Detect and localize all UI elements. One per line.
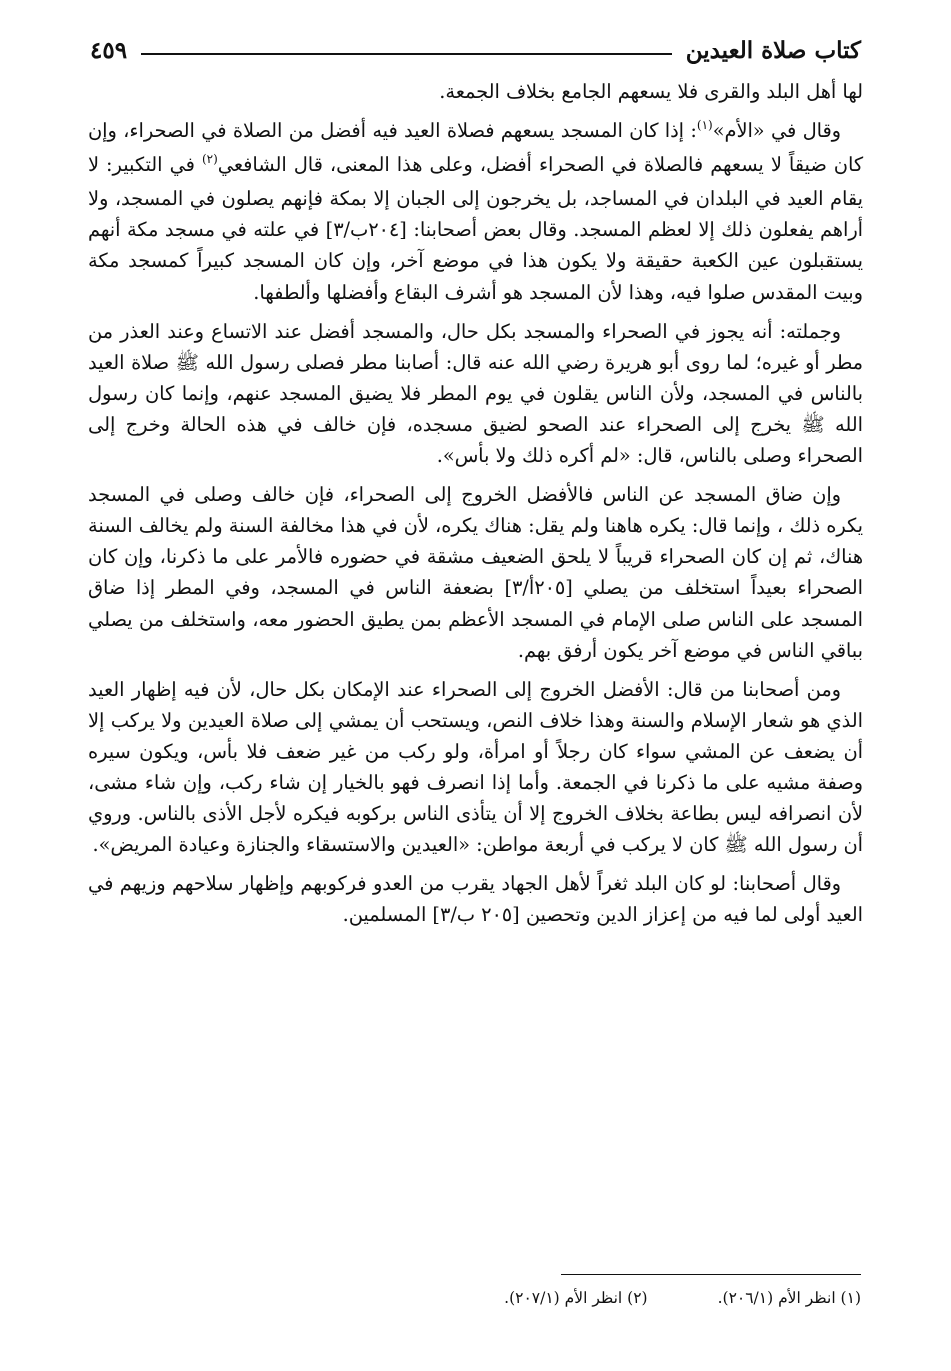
paragraph-1: لها أهل البلد والقرى فلا يسعهم الجامع بخلاف الجمعة. (439, 80, 863, 103)
main-text (88, 76, 863, 930)
page-number: ٤٥٩ (90, 36, 128, 64)
footnote-2: (٢) انظر الأم (٢٠٧/١). (504, 1289, 648, 1307)
footnote-separator (561, 1274, 861, 1275)
footnotes (90, 1286, 861, 1310)
paragraph-2-part-2: : إذا كان المسجد يسعهم فصلاة العيد فيه أفضل من الصلاة في الصحراء، وإن كان ضيقاً لا يسعهم فالصلاة في الصحراء أفضل، وعلى هذا المعنى، قال الشافعي (88, 119, 864, 177)
paragraph-2-part-3: في التكبير: لا يقام العيد في البلدان في المساجد، بل يخرجون إلى الجبان إلا بمكة فإنهم يصلون في المسجد، ولا أراهم يفعلون ذلك إلا لعظم المسجد. وقال بعض أصحابنا: [٢٠٤ب/٣] في علته في مسجد مكة أنهم يستقبلون عين الكعبة حقيقة ولا يكون هذا في موضع آخر، وإن كان المسجد كبيراً كمسجد مكة وبيت المقدس صلوا فيه، وهذا لأن المسجد هو أشرف البقاع وأفضلها وألطفها. (88, 153, 863, 304)
paragraph-4: وإن ضاق المسجد عن الناس فالأفضل الخروج إلى الصحراء، فإن خالف وصلى في المسجد يكره ذلك ، وإنما قال: يكره هاهنا ولم يقل: هناك يكره، لأن في هذا مخالفة السنة ولم يخالف السنة هناك، ثم إن كان الصحراء قريباً لا يلحق الضعيف مشقة في حضوره فالأمر على ما ذكرنا، وإن كان الصحراء بعيداً استخلف من يصلي [٢٠٥أ/٣] بضعفة الناس في المسجد، وفي المطر إذا ضاق المسجد على الناس صلى الإمام في المسجد الأعظم بمن يطيق الحضور معه، واستخلف من يصلي بباقي الناس في موضع آخر يكون أرفق بهم. (88, 483, 863, 662)
paragraph-5: ومن أصحابنا من قال: الأفضل الخروج إلى الصحراء عند الإمكان بكل حال، لأن فيه إظهار العيد الذي هو شعار الإسلام والسنة وهذا خلاف النص، ويستحب أن يمشي إلى صلاة العيدين ولا يركب إلا أن يضعف عن المشي سواء كان رجلاً أو امرأة، ولو ركب من غير ضعف فلا بأس، ويكون سيره وصفة مشيه على ما ذكرنا في الجمعة. وأما إذا انصرف فهو بالخيار إن شاء ركب، وإن شاء مشى، لأن انصرافه ليس بطاعة بخلاف الخروج إلا أن يتأذى الناس بركوبه فيكره لأجل الأذى بالناس. وروي أن رسول الله ﷺ كان لا يركب في أربعة مواطن: «العيدين والاستسقاء والجنازة وعيادة المريض». (88, 677, 863, 857)
paragraph-3: وجملته: أنه يجوز في الصحراء والمسجد بكل حال، والمسجد أفضل عند الاتساع وعند العذر من مطر أو غيره؛ لما روى أبو هريرة رضي الله عنه قال: أصابنا مطر فصلى رسول الله ﷺ صلاة العيد بالناس في المسجد، ولأن الناس يقلون في يوم المطر فلا يضيق المسجد عنهم، وإنما كان رسول الله ﷺ يخرج إلى الصحراء عند الصحو لضيق مسجده، فإن خالف في هذه الحالة وخرج إلى الصحراء وصلى بالناس، قال: «لم أكره ذلك ولا بأس». (88, 319, 863, 468)
footnote-ref-2: (٢) (201, 152, 218, 167)
paragraph-2-part-1: وقال في «الأم» (712, 119, 841, 143)
footnote-1: (١) انظر الأم (٢٠٦/١). (717, 1289, 861, 1307)
header-rule (141, 53, 672, 55)
running-header (90, 30, 861, 70)
chapter-title: كتاب صلاة العيدين (685, 36, 861, 64)
paragraph-2 (88, 115, 863, 308)
footnote-ref-1: (١) (696, 118, 713, 133)
paragraph-6: وقال أصحابنا: لو كان البلد ثغراً لأهل الجهاد يقرب من العدو فركوبهم وإظهار سلاحهم وزيهم في العيد أولى لما فيه من إعزاز الدين وتحصين [٢٠٥ ب/٣] المسلمين. (88, 872, 863, 927)
